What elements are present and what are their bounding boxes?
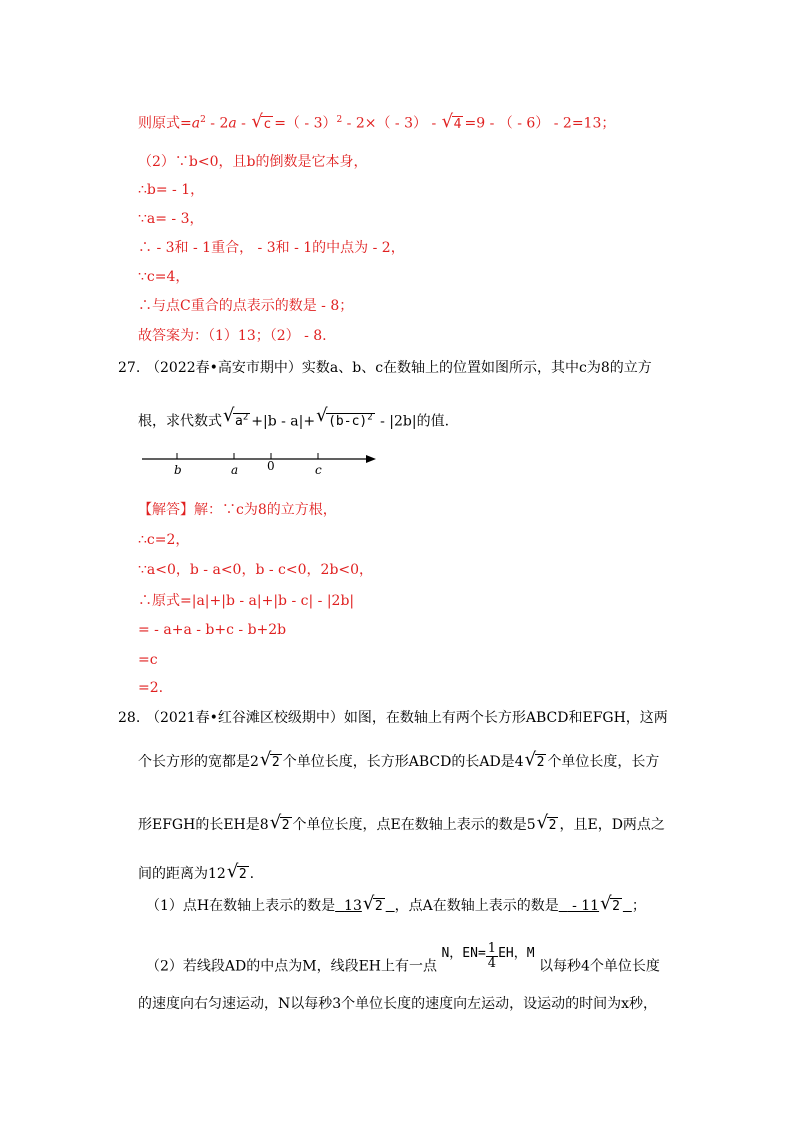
solution-line-4: ∵a= - 3， — [138, 211, 204, 227]
axis-arrow — [366, 455, 376, 463]
answer-27-line-7: =2. — [138, 680, 164, 696]
sqrt-2: √ 2 — [226, 861, 247, 882]
solution-line-5: ∴ - 3和 - 1重合， - 3和 - 1的中点为 - 2， — [138, 240, 405, 256]
question-27-line-1: （2022春•高安市期中）实数a、b、c在数轴上的位置如图所示，其中c为8的立方 — [146, 360, 652, 376]
solution-line-1: 则原式$=a^2 - 2a$ - √ c =（ - 3）$^2$ - 2×（ - 3） - √ 4 =9 - （ - 6） - 2=13； — [138, 110, 615, 135]
label-a: a — [231, 463, 239, 477]
label-b: b — [174, 463, 182, 477]
number-line-figure — [140, 448, 380, 478]
sqrt-2: √ 2 — [536, 812, 557, 833]
label-c: c — [315, 463, 322, 477]
question-28-line-1: （2021春•红谷滩区校级期中）如图，在数轴上有两个长方形ABCD和EFGH，这两 — [146, 710, 668, 726]
sqrt-4: √ 4 — [441, 110, 462, 132]
question-28-part-2: （2）若线段AD的中点为M，线段EH上有一点 N，EN= $\frac{1}{4}$ EH，M 以每秒4个单位长度 — [146, 941, 660, 975]
question-28-line-2: 个长方形的宽都是2 √ 2 个单位长度，长方形ABCD的长AD是4 √ 2 个单位长度，长方 — [138, 752, 659, 773]
answer-27-line-3: ∵a<0，b - a<0，b - c<0，2b<0， — [138, 562, 374, 578]
solution-line-2: （2）∵b<0，且b的倒数是它本身， — [138, 154, 368, 170]
solution-line-6: ∵c=4， — [138, 269, 190, 285]
question-28-line-3: 形EFGH的长EH是8 √ 2 个单位长度，点E在数轴上表示的数是5 √ 2 ，且E，D两点之 — [138, 815, 665, 836]
sqrt-2: √ 2 — [524, 749, 545, 770]
answer-a-value: - 11 √ 2 — [559, 898, 632, 914]
question-27-line-2: 根，求代数式 √ $a^2 +|b - a|+$ √ $(b-c)^2 - |2b|$的值. — [138, 408, 449, 432]
sqrt-2: √ 2 — [600, 893, 620, 914]
answer-27-line-5: = - a+a - b+c - b+2b — [138, 622, 287, 638]
answer-27-line-6: =c — [138, 652, 158, 668]
sqrt-b-minus-c-squared: √ $(b-c)^2$ — [316, 405, 373, 430]
answer-27-line-2: ∴c=2， — [138, 532, 190, 548]
answer-h-value: 13 √ 2 — [335, 898, 394, 914]
answer-27-line-4: ∴原式=|a|+|b - a|+|b - c| - |2b| — [138, 593, 355, 609]
sqrt-a-squared: √ $a^2$ — [223, 405, 249, 430]
solution-line-7: ∴与点C重合的点表示的数是 - 8； — [138, 298, 354, 314]
solution-line-3: ∴b= - 1， — [138, 182, 205, 198]
question-28-number: 28. — [118, 710, 141, 726]
question-28-part-2-line-2: 的速度向右匀速运动，N以每秒3个单位长度的速度向左运动，设运动的时间为x秒， — [138, 996, 658, 1012]
question-28-part-1: （1）点H在数轴上表示的数是 13 √ 2 ，点A在数轴上表示的数是 - 11 √ 2 ； — [146, 896, 646, 917]
fraction-one-quarter: $\frac{1}{4}$ — [487, 941, 497, 971]
label-0: 0 — [267, 459, 275, 473]
sqrt-c: √ c — [251, 110, 272, 132]
sqrt-2: √ 2 — [269, 812, 290, 833]
answer-label: 【解答】 — [138, 502, 194, 518]
answer-27-heading: 【解答】解：∵c为8的立方根， — [138, 502, 337, 518]
sqrt-2: √ 2 — [259, 749, 280, 770]
sqrt-2: √ 2 — [362, 893, 383, 914]
question-28-line-4: 间的距离为12 √ 2 . — [138, 864, 254, 885]
question-27-number: 27. — [118, 360, 141, 376]
solution-line-8: 故答案为：（1）13；（2） - 8. — [138, 328, 327, 344]
